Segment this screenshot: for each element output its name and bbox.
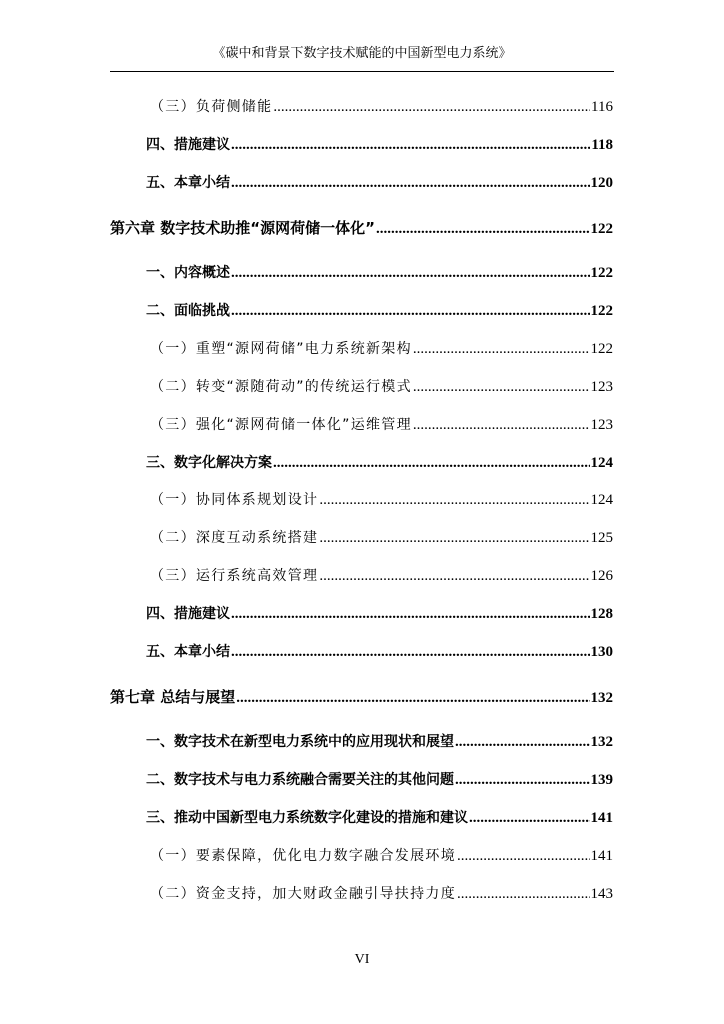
toc-entry-page: 124: [590, 455, 613, 471]
toc-leader-dots: [231, 641, 590, 663]
toc-leader-dots: [457, 883, 590, 905]
toc-leader-dots: [236, 687, 589, 709]
toc-entry[interactable]: [150, 845, 613, 867]
toc-entry[interactable]: [150, 376, 613, 398]
page-number: VI: [354, 952, 370, 967]
toc-entry-title: （三）运行系统高效管理: [150, 568, 319, 584]
toc-entry-page: 141: [590, 848, 613, 864]
toc-entry-title: 三、数字化解决方案: [146, 455, 272, 471]
toc-entry-page: 124: [590, 492, 613, 508]
toc-leader-dots: [413, 414, 590, 436]
toc-leader-dots: [231, 603, 590, 625]
toc-entry-page: 125: [590, 530, 613, 546]
toc-leader-dots: [376, 218, 590, 240]
toc-entry-page: 126: [590, 568, 613, 584]
toc-entry-title: （二）资金支持，加大财政金融引导扶持力度: [150, 886, 456, 902]
toc-entry-page: 122: [590, 341, 613, 357]
toc-leader-dots: [413, 376, 590, 398]
toc-entry[interactable]: [146, 262, 613, 284]
toc-leader-dots: [319, 565, 589, 587]
toc-entry-title: 三、推动中国新型电力系统数字化建设的措施和建议: [146, 810, 468, 826]
toc-entry[interactable]: [146, 641, 613, 663]
toc-entry-page: 139: [590, 772, 613, 788]
toc-entry-page: 141: [590, 810, 613, 826]
toc-entry[interactable]: [146, 807, 613, 829]
running-header: 《碳中和背景下数字技术赋能的中国新型电力系统》: [212, 46, 512, 61]
toc-entry-title: 四、措施建议: [146, 137, 230, 153]
toc-entry[interactable]: [146, 300, 613, 322]
toc-entry-page: 130: [590, 644, 613, 660]
toc-entry-title: （一）要素保障，优化电力数字融合发展环境: [150, 848, 456, 864]
toc-entry-title: 五、本章小结: [146, 644, 230, 660]
toc-entry-page: 122: [590, 265, 613, 281]
toc-leader-dots: [413, 338, 590, 360]
toc-entry-title: （一）重塑“源网荷储”电力系统新架构: [150, 341, 412, 357]
toc-leader-dots: [231, 172, 590, 194]
toc-entry[interactable]: [150, 527, 613, 549]
toc-leader-dots: [231, 134, 590, 156]
toc-entry-page: 123: [590, 417, 613, 433]
toc-entry[interactable]: [150, 338, 613, 360]
toc-entry[interactable]: [146, 731, 613, 753]
toc-leader-dots: [455, 731, 590, 753]
toc-entry-page: 143: [590, 886, 613, 902]
toc-entry-title: 一、数字技术在新型电力系统中的应用现状和展望: [146, 734, 454, 750]
toc-entry[interactable]: [150, 489, 613, 511]
toc-entry-title: 第六章 数字技术助推“源网荷储一体化”: [110, 219, 375, 237]
toc-entry[interactable]: [146, 172, 613, 194]
toc-entry-title: （二）深度互动系统搭建: [150, 530, 319, 546]
toc-chapter-entry[interactable]: [110, 217, 613, 239]
toc-entry-title: （三）强化“源网荷储一体化”运维管理: [150, 417, 412, 433]
toc-entry-page: 122: [590, 221, 613, 237]
toc-entry-title: 第七章 总结与展望: [110, 688, 236, 706]
toc-entry[interactable]: [150, 565, 613, 587]
toc-leader-dots: [231, 300, 590, 322]
toc-entry[interactable]: [150, 883, 613, 905]
toc-leader-dots: [455, 769, 590, 791]
toc-leader-dots: [273, 96, 590, 118]
toc-entry[interactable]: [150, 96, 613, 118]
toc-entry-page: 116: [591, 99, 613, 115]
toc-entry[interactable]: [146, 452, 613, 474]
toc-entry[interactable]: [146, 603, 613, 625]
toc-entry-title: 二、数字技术与电力系统融合需要关注的其他问题: [146, 772, 454, 788]
toc-entry-page: 132: [590, 734, 613, 750]
toc-entry-title: 五、本章小结: [146, 175, 230, 191]
toc-entry-page: 118: [591, 137, 613, 153]
toc-entry[interactable]: [150, 414, 613, 436]
toc-entry-title: （三）负荷侧储能: [150, 99, 273, 115]
toc-leader-dots: [319, 527, 589, 549]
toc-leader-dots: [319, 489, 589, 511]
toc-entry-title: 二、面临挑战: [146, 303, 230, 319]
toc-entry-title: （一）协同体系规划设计: [150, 492, 319, 508]
toc-entry-title: 四、措施建议: [146, 606, 230, 622]
toc-chapter-entry[interactable]: [110, 686, 613, 708]
toc-entry[interactable]: [146, 769, 613, 791]
toc-entry-title: （二）转变“源随荷动”的传统运行模式: [150, 379, 412, 395]
toc-entry-page: 123: [590, 379, 613, 395]
toc-leader-dots: [231, 262, 590, 284]
toc-entry-page: 132: [590, 690, 613, 706]
toc-entry-page: 122: [590, 303, 613, 319]
toc-leader-dots: [457, 845, 590, 867]
toc-entry[interactable]: [146, 134, 613, 156]
toc-leader-dots: [273, 452, 590, 474]
toc-entry-page: 120: [590, 175, 613, 191]
toc-leader-dots: [469, 807, 590, 829]
toc-entry-page: 128: [590, 606, 613, 622]
toc-entry-title: 一、内容概述: [146, 265, 230, 281]
